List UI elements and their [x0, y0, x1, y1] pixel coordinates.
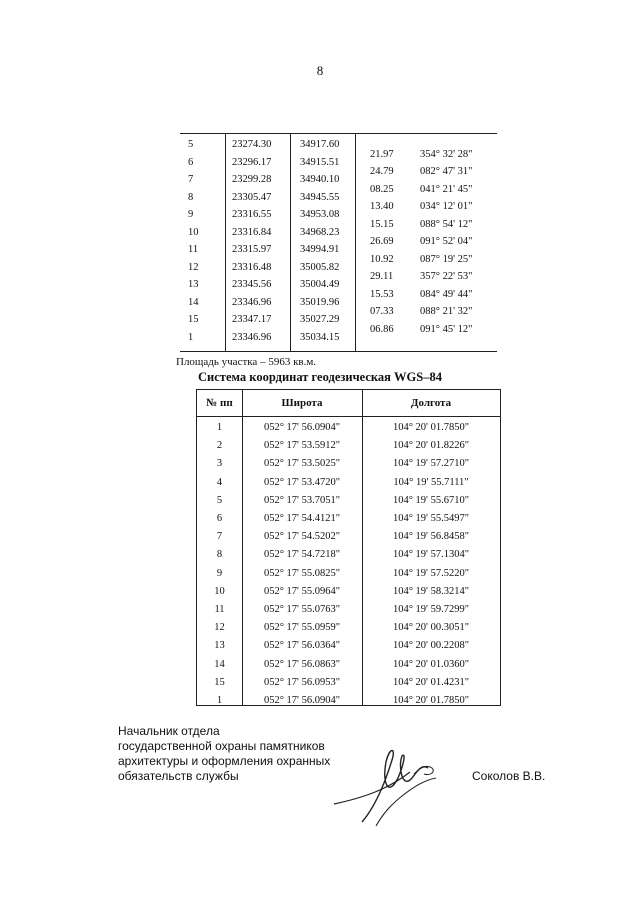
- longitude: 104° 20' 00.2208": [392, 640, 469, 652]
- segment-bearing: 091° 52' 04": [420, 236, 473, 248]
- segment-bearing: 082° 47' 31": [420, 166, 473, 178]
- point-number: 1: [216, 695, 223, 706]
- segment-length: 06.86: [370, 323, 394, 335]
- latitude: 052° 17' 53.5912": [263, 440, 340, 452]
- latitude: 052° 17' 56.0953": [263, 676, 340, 688]
- wgs-table-title: Система координат геодезическая WGS–84: [198, 370, 442, 384]
- point-number: 7: [188, 174, 194, 185]
- longitude: 104° 19' 55.7111": [393, 476, 469, 488]
- longitude: 104° 19' 58.3214": [392, 585, 469, 597]
- longitude: 104° 19' 57.1304": [392, 549, 469, 561]
- point-number: 8: [188, 191, 194, 203]
- coordinate-y: 34945.55: [300, 191, 340, 203]
- segment-bearing: 357° 22' 53": [420, 271, 473, 283]
- segment-length: 21.97: [370, 148, 394, 160]
- segment-length: 15.53: [370, 288, 394, 300]
- longitude: 104° 19' 57.5220": [392, 567, 469, 579]
- point-number: 9: [188, 209, 194, 220]
- signer-position-line: обязательств службы: [118, 769, 239, 783]
- segment-bearing: 354° 32' 28": [420, 148, 473, 160]
- coordinate-y: 34917.60: [300, 139, 340, 150]
- longitude: 104° 19' 57.2710": [392, 458, 469, 470]
- point-number: 1: [188, 331, 194, 343]
- coordinate-x: 23345.56: [232, 279, 272, 290]
- segment-length: 08.25: [370, 183, 394, 195]
- latitude: 052° 17' 54.5202": [263, 531, 340, 543]
- coordinate-x: 23347.17: [232, 314, 272, 325]
- column-divider: [355, 134, 356, 351]
- coordinate-x: 23315.97: [232, 244, 272, 255]
- longitude: 104° 19' 59.7299": [392, 604, 469, 615]
- coordinate-x: 23346.96: [232, 296, 272, 308]
- segment-bearing: 091° 45' 12": [420, 323, 473, 335]
- segment-bearing: 041° 21' 45": [420, 183, 473, 195]
- point-number: 13: [214, 640, 225, 652]
- segment-bearing: 088° 21' 32": [420, 306, 473, 318]
- coordinate-y: 35034.15: [300, 331, 340, 343]
- latitude: 052° 17' 54.4121": [263, 513, 340, 524]
- coordinate-y: 35027.29: [300, 314, 340, 325]
- latitude: 052° 17' 55.0964": [263, 585, 340, 597]
- coordinate-y: 35019.96: [300, 296, 340, 308]
- segment-length: 26.69: [370, 236, 394, 248]
- latitude: 052° 17' 53.4720": [263, 476, 340, 488]
- longitude: 104° 19' 56.8458": [392, 531, 469, 543]
- coordinate-y: 34994.91: [300, 244, 340, 255]
- latitude: 052° 17' 53.5025": [263, 458, 340, 470]
- coordinate-x: 23305.47: [232, 191, 272, 203]
- signer-name: Соколов В.В.: [472, 769, 546, 783]
- segment-bearing: 084° 49' 44": [420, 288, 473, 300]
- longitude: 104° 20' 01.0360": [392, 658, 469, 670]
- segment-length: 13.40: [370, 201, 394, 213]
- coordinate-y: 34968.23: [300, 226, 340, 238]
- point-number: 15: [188, 314, 199, 325]
- point-number: 10: [188, 226, 199, 238]
- coordinate-y: 34940.10: [300, 174, 340, 185]
- longitude: 104° 20' 01.7850": [392, 695, 469, 706]
- longitude: 104° 19' 55.6710": [392, 494, 469, 506]
- segment-bearing: 088° 54' 12": [420, 218, 473, 230]
- point-number: 5: [216, 494, 223, 506]
- coordinate-x: 23274.30: [232, 139, 272, 150]
- longitude: 104° 19' 55.5497": [392, 513, 469, 524]
- coordinate-y: 34953.08: [300, 209, 340, 220]
- longitude: 104° 20' 01.4231": [392, 676, 469, 688]
- latitude: 052° 17' 55.0825": [263, 567, 340, 579]
- latitude: 052° 17' 55.0763": [263, 604, 340, 615]
- column-divider: [290, 134, 291, 351]
- point-number: 7: [216, 531, 223, 543]
- point-number: 14: [214, 658, 225, 670]
- header-divider: [197, 416, 500, 417]
- point-number: 13: [188, 279, 199, 290]
- page-number: 8: [316, 63, 324, 78]
- coordinate-y: 35005.82: [300, 261, 340, 273]
- point-number: 11: [214, 604, 225, 615]
- point-number: 2: [216, 440, 223, 452]
- segment-length: 10.92: [370, 253, 394, 265]
- coordinate-x: 23296.17: [232, 156, 272, 168]
- coordinate-x: 23316.84: [232, 226, 272, 238]
- column-divider: [225, 134, 226, 351]
- coordinate-y: 34915.51: [300, 156, 340, 168]
- latitude: 052° 17' 56.0863": [263, 658, 340, 670]
- longitude: 104° 20' 01.7850": [392, 422, 469, 433]
- segment-length: 07.33: [370, 306, 394, 318]
- signer-position-line: государственной охраны памятников: [118, 739, 325, 753]
- point-number: 11: [188, 244, 199, 255]
- header-num: № пп: [206, 397, 233, 409]
- point-number: 4: [216, 476, 223, 488]
- segment-length: 15.15: [370, 218, 394, 230]
- point-number: 5: [188, 139, 194, 150]
- wgs-coordinates-table: [196, 389, 501, 706]
- latitude: 052° 17' 54.7218": [263, 549, 340, 561]
- point-number: 10: [214, 585, 225, 597]
- coordinate-x: 23316.48: [232, 261, 272, 273]
- point-number: 8: [216, 549, 223, 561]
- coordinate-x: 23316.55: [232, 209, 272, 220]
- segment-bearing: 087° 19' 25": [420, 253, 473, 265]
- segment-bearing: 034° 12' 01": [420, 201, 473, 213]
- point-number: 9: [216, 567, 223, 579]
- point-number: 15: [214, 676, 225, 688]
- area-line: Площадь участка – 5963 кв.м.: [176, 356, 317, 368]
- local-coordinates-table: [180, 133, 497, 352]
- signer-position: [118, 724, 330, 784]
- header-lat: Широта: [281, 397, 323, 409]
- latitude: 052° 17' 56.0904": [263, 422, 340, 433]
- coordinate-y: 35004.49: [300, 279, 340, 290]
- segment-length: 24.79: [370, 166, 394, 178]
- latitude: 052° 17' 53.7051": [263, 494, 340, 506]
- latitude: 052° 17' 56.0904": [263, 695, 340, 706]
- longitude: 104° 20' 01.8226": [392, 440, 469, 452]
- point-number: 12: [214, 622, 225, 634]
- latitude: 052° 17' 55.0959": [263, 622, 340, 634]
- handwritten-signature: [332, 738, 452, 830]
- latitude: 052° 17' 56.0364": [263, 640, 340, 652]
- point-number: 6: [188, 156, 194, 168]
- point-number: 1: [216, 422, 223, 433]
- point-number: 12: [188, 261, 199, 273]
- signer-position-line: Начальник отдела: [118, 724, 220, 738]
- point-number: 3: [216, 458, 223, 470]
- point-number: 14: [188, 296, 199, 308]
- coordinate-x: 23346.96: [232, 331, 272, 343]
- point-number: 6: [216, 513, 223, 524]
- segment-length: 29.11: [370, 271, 394, 283]
- coordinate-x: 23299.28: [232, 174, 272, 185]
- longitude: 104° 20' 00.3051": [392, 622, 469, 634]
- signer-position-line: архитектуры и оформления охранных: [118, 754, 331, 768]
- header-lon: Долгота: [410, 397, 452, 409]
